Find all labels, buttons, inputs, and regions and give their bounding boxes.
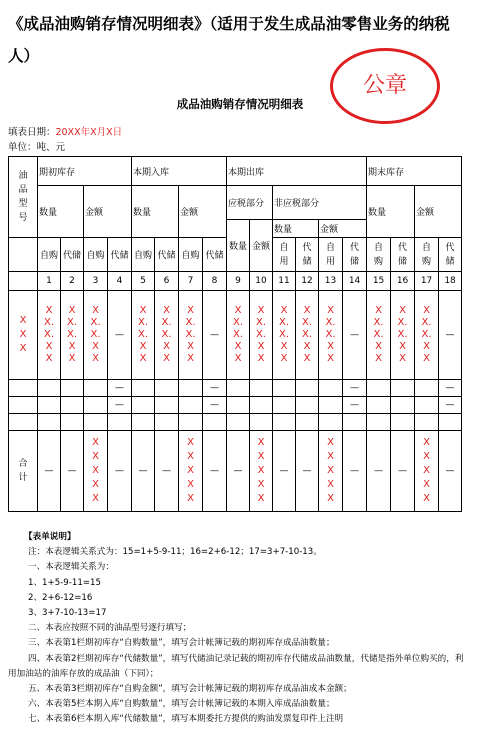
- xcell-dot: [391, 290, 415, 380]
- xcell: [319, 430, 343, 512]
- total-row: [9, 430, 462, 512]
- note-line: 2、2+6-12=16: [28, 592, 93, 603]
- product-row: [9, 290, 462, 380]
- xcell-dot: [415, 290, 439, 380]
- col-num: 1: [38, 271, 61, 290]
- inbound-amt-header: 金额: [179, 186, 227, 238]
- official-seal-stamp: [330, 48, 440, 124]
- xcell: [415, 430, 439, 512]
- x-mark: X.: [421, 329, 432, 340]
- note-line: 1、1+5-9-11=15: [28, 577, 101, 588]
- sub-consign-store-label: 代储: [350, 242, 360, 267]
- x-mark: X: [303, 305, 311, 316]
- note-line: 注：本表逻辑关系式为：15=1+5-9-11；16=2+6-12；17=3+7-10-13。: [28, 547, 322, 558]
- sub-consign-store: [296, 238, 319, 271]
- x-mark: X: [187, 305, 194, 316]
- x-mark: X.: [325, 329, 336, 340]
- sub-self-use-label: 自用: [326, 242, 336, 267]
- x-mark: X: [68, 341, 76, 352]
- closing-qty-header: 数量: [367, 186, 415, 238]
- col-num: 8: [203, 271, 227, 290]
- x-mark: X.: [256, 317, 267, 328]
- sub-self: 自购: [38, 238, 61, 271]
- dash-cell: —: [273, 430, 296, 512]
- x-mark: X.: [397, 329, 408, 340]
- x-mark: X: [303, 341, 311, 352]
- note-line: 二、本表应按照不同的油品型号逐行填写；: [28, 623, 192, 634]
- x-mark: X: [187, 436, 194, 448]
- sub-self-use: [273, 238, 296, 271]
- note-line: 七、本表第6栏本期入库“代储数量”，填写本期委托方提供的购油发票复印件上注明: [28, 714, 344, 725]
- opening-amt-header: 金额: [84, 186, 132, 238]
- x-mark: X: [92, 436, 99, 448]
- col-num: 16: [391, 271, 415, 290]
- col-num: 12: [296, 271, 319, 290]
- dash-cell: —: [203, 430, 227, 512]
- note-line: 三、本表第1栏期初库存“自购数量”，填写会计帐簿记载的期初库存成品油数量；: [28, 638, 335, 649]
- dash-cell: —: [203, 397, 227, 414]
- dash-cell: —: [108, 430, 132, 512]
- fill-date-label: 填表日期：: [8, 127, 56, 138]
- total-label-cell: [9, 430, 38, 512]
- col-num: 17: [415, 271, 439, 290]
- col-num: 4: [108, 271, 132, 290]
- x-mark: X: [375, 305, 382, 316]
- xcell-dot: [38, 290, 61, 380]
- sub-consign: [439, 238, 462, 271]
- x-mark: X.: [233, 317, 244, 328]
- sub-self: 自购: [132, 238, 155, 271]
- blank-row: [9, 413, 462, 430]
- x-mark: X: [92, 341, 99, 352]
- x-mark: X.: [138, 329, 149, 340]
- x-mark: X: [92, 492, 99, 504]
- nontaxable-amt-header: 金额: [319, 219, 367, 238]
- x-mark: X: [327, 450, 334, 462]
- x-mark: X.: [325, 317, 336, 328]
- x-mark: X: [45, 305, 53, 316]
- note-line: 3、3+7-10-13=17: [28, 608, 107, 619]
- dash-cell: —: [343, 380, 367, 397]
- x-mark: X: [234, 353, 242, 364]
- dash-cell: —: [343, 290, 367, 380]
- product-model-header: [9, 157, 38, 238]
- sub-self: 自购: [179, 238, 203, 271]
- x-mark: X: [327, 464, 334, 476]
- closing-amt-header: 金额: [415, 186, 462, 238]
- opening-qty-header: 数量: [38, 186, 84, 238]
- x-mark: X: [375, 353, 382, 364]
- x-mark: X: [257, 450, 265, 462]
- dash-cell: —: [203, 290, 227, 380]
- x-mark: X: [375, 341, 382, 352]
- xcell-dot: [84, 290, 108, 380]
- dash-cell: —: [108, 380, 132, 397]
- xcell-dot: [273, 290, 296, 380]
- x-mark: X: [187, 492, 194, 504]
- x-mark: X: [187, 464, 194, 476]
- xcell-dot: [227, 290, 250, 380]
- x-mark: X: [280, 353, 288, 364]
- x-mark: X: [423, 341, 430, 352]
- x-mark: X: [257, 353, 265, 364]
- sub-self: 自购: [84, 238, 108, 271]
- x-mark: X: [423, 492, 430, 504]
- sub-consign: 代储: [108, 238, 132, 271]
- col-num: 2: [61, 271, 84, 290]
- xcell-dot: [132, 290, 155, 380]
- dash-cell: —: [155, 430, 179, 512]
- x-mark: X: [399, 353, 406, 364]
- product-model-label: 油品型号: [18, 171, 28, 224]
- product-model-value: XXX: [19, 315, 27, 354]
- dash-cell: —: [439, 397, 462, 414]
- taxable-amt-header: 金额: [250, 219, 273, 271]
- x-mark: X: [45, 353, 53, 364]
- x-mark: X: [163, 353, 170, 364]
- fill-date: [8, 124, 122, 138]
- col-num: 15: [367, 271, 391, 290]
- x-mark: X: [327, 353, 334, 364]
- x-mark: X.: [138, 317, 149, 328]
- fill-date-value: 20XX年X月X日: [55, 127, 123, 138]
- dash-cell: —: [391, 430, 415, 512]
- document-heading: 《成品油购销存情况明细表》（适用于发生成品油零售业务的纳税人）: [8, 15, 450, 65]
- blank-cell: [9, 238, 38, 271]
- xcell-dot: [367, 290, 391, 380]
- dash-cell: —: [38, 430, 61, 512]
- x-mark: X: [257, 341, 265, 352]
- note-line: 六、本表第5栏本期入库“自购数量”，填写会计帐簿记载的本期入库成品油数量；: [28, 699, 335, 710]
- x-mark: X: [327, 341, 334, 352]
- sub-consign-store-label: 代储: [302, 242, 312, 267]
- sub-consign-store: [343, 238, 367, 271]
- x-mark: X: [234, 341, 242, 352]
- x-mark: X: [423, 436, 430, 448]
- notes-title: 【表单说明】: [24, 532, 76, 542]
- x-mark: X: [139, 353, 147, 364]
- xcell: [250, 430, 273, 512]
- dash-cell: —: [439, 380, 462, 397]
- x-mark: X.: [161, 329, 172, 340]
- x-mark: X: [139, 341, 147, 352]
- xcell-dot: [296, 290, 319, 380]
- x-mark: X: [234, 305, 242, 316]
- x-mark: X: [257, 305, 265, 316]
- note-line: 四、本表第2栏期初库存“代储数量”，填写代储油记录记载的期初库存代储成品油数量，代储是指外单位购买的，利用加油站的油库存放的成品油（下同）；: [8, 653, 464, 679]
- x-mark: X: [187, 341, 194, 352]
- x-mark: X: [45, 341, 53, 352]
- dash-cell: —: [296, 430, 319, 512]
- total-label: 合计: [18, 458, 28, 483]
- x-mark: X: [257, 436, 265, 448]
- col-num: 14: [343, 271, 367, 290]
- dash-cell: —: [343, 430, 367, 512]
- x-mark: X: [423, 478, 430, 490]
- dash-cell: —: [203, 380, 227, 397]
- x-mark: X: [280, 341, 288, 352]
- blank-cell: [9, 271, 38, 290]
- x-mark: X: [92, 353, 99, 364]
- x-mark: X.: [256, 329, 267, 340]
- x-mark: X: [257, 464, 265, 476]
- x-mark: X: [423, 305, 430, 316]
- dash-cell: —: [439, 290, 462, 380]
- dash-cell: —: [108, 290, 132, 380]
- x-mark: X.: [397, 317, 408, 328]
- sub-self: [367, 238, 391, 271]
- xcell-dot: [250, 290, 273, 380]
- sub-consign: 代储: [203, 238, 227, 271]
- taxable-header: 应税部分: [227, 186, 273, 219]
- form-notes: [8, 530, 470, 728]
- taxable-qty-header: 数量: [227, 219, 250, 271]
- dash-cell: —: [367, 430, 391, 512]
- x-mark: X: [327, 436, 334, 448]
- form-title: 成品油购销存情况明细表: [176, 97, 304, 111]
- x-mark: X.: [421, 317, 432, 328]
- col-num: 9: [227, 271, 250, 290]
- x-mark: X: [92, 464, 99, 476]
- sub-self: [415, 238, 439, 271]
- sub-consign-label: 代储: [398, 242, 408, 267]
- x-mark: X: [399, 341, 406, 352]
- x-mark: X.: [302, 329, 313, 340]
- x-mark: X: [187, 353, 194, 364]
- sub-self-use-label: 自用: [279, 242, 289, 267]
- x-mark: X: [257, 478, 265, 490]
- x-mark: X.: [66, 317, 78, 328]
- x-mark: X: [303, 353, 311, 364]
- unit-label: 单位：吨、元: [8, 142, 66, 153]
- x-mark: X.: [373, 317, 384, 328]
- outbound-header: 本期出库: [227, 157, 367, 186]
- x-mark: X.: [279, 317, 290, 328]
- dash-cell: —: [439, 430, 462, 512]
- xcell: [84, 430, 108, 512]
- sub-consign-label: 代储: [445, 242, 455, 267]
- dash-cell: —: [227, 430, 250, 512]
- x-mark: X: [163, 305, 170, 316]
- column-number-row: [9, 271, 462, 290]
- col-num: 6: [155, 271, 179, 290]
- nontaxable-qty-header: 数量: [273, 219, 319, 238]
- x-mark: X.: [233, 329, 244, 340]
- x-mark: X.: [66, 329, 78, 340]
- note-line: 五、本表第3栏期初库存“自购金额”，填写会计帐簿记载的期初库存成品油成本金额；: [28, 684, 352, 695]
- xcell-dot: [155, 290, 179, 380]
- xcell: [179, 430, 203, 512]
- x-mark: X: [327, 305, 334, 316]
- x-mark: X.: [43, 329, 55, 340]
- xcell-dot: [61, 290, 84, 380]
- nontaxable-header: 非应税部分: [273, 186, 367, 219]
- col-num: 18: [439, 271, 462, 290]
- inbound-qty-header: 数量: [132, 186, 179, 238]
- x-mark: X: [68, 305, 76, 316]
- blank-row: [9, 397, 462, 414]
- closing-inventory-header: 期末库存: [367, 157, 462, 186]
- x-mark: X: [187, 478, 194, 490]
- x-mark: X.: [185, 329, 196, 340]
- inbound-header: 本期入库: [132, 157, 227, 186]
- x-mark: X: [92, 478, 99, 490]
- sub-consign: 代储: [61, 238, 84, 271]
- x-mark: X.: [90, 317, 101, 328]
- dash-cell: —: [108, 397, 132, 414]
- x-mark: X: [399, 305, 406, 316]
- xcell-dot: [179, 290, 203, 380]
- x-mark: X: [257, 492, 265, 504]
- x-mark: X: [139, 305, 147, 316]
- product-model-cell: [9, 290, 38, 380]
- dash-cell: —: [343, 397, 367, 414]
- note-line: 一、本表逻辑关系为：: [28, 562, 114, 573]
- col-num: 7: [179, 271, 203, 290]
- x-mark: X: [68, 353, 76, 364]
- blank-row: [9, 380, 462, 397]
- x-mark: X: [92, 305, 99, 316]
- x-mark: X: [423, 464, 430, 476]
- xcell-dot: [319, 290, 343, 380]
- x-mark: X: [163, 341, 170, 352]
- x-mark: X: [327, 492, 334, 504]
- sub-consign: 代储: [155, 238, 179, 271]
- x-mark: X.: [279, 329, 290, 340]
- sub-self-use: [319, 238, 343, 271]
- x-mark: X.: [43, 317, 55, 328]
- seal-text: 公章: [362, 73, 407, 98]
- opening-inventory-header: 期初库存: [38, 157, 132, 186]
- col-num: 11: [273, 271, 296, 290]
- x-mark: X.: [302, 317, 313, 328]
- dash-cell: —: [132, 430, 155, 512]
- col-num: 13: [319, 271, 343, 290]
- x-mark: X.: [90, 329, 101, 340]
- x-mark: X.: [373, 329, 384, 340]
- x-mark: X: [280, 305, 288, 316]
- dash-cell: —: [61, 430, 84, 512]
- col-num: 5: [132, 271, 155, 290]
- col-num: 3: [84, 271, 108, 290]
- x-mark: X: [92, 450, 99, 462]
- x-mark: X: [327, 478, 334, 490]
- col-num: 10: [250, 271, 273, 290]
- x-mark: X: [423, 450, 430, 462]
- x-mark: X: [187, 450, 194, 462]
- sub-self-label: 自购: [374, 242, 384, 267]
- x-mark: X.: [185, 317, 196, 328]
- sub-self-label: 自购: [422, 242, 432, 267]
- sub-consign: [391, 238, 415, 271]
- inventory-table: [8, 156, 462, 512]
- x-mark: X: [423, 353, 430, 364]
- x-mark: X.: [161, 317, 172, 328]
